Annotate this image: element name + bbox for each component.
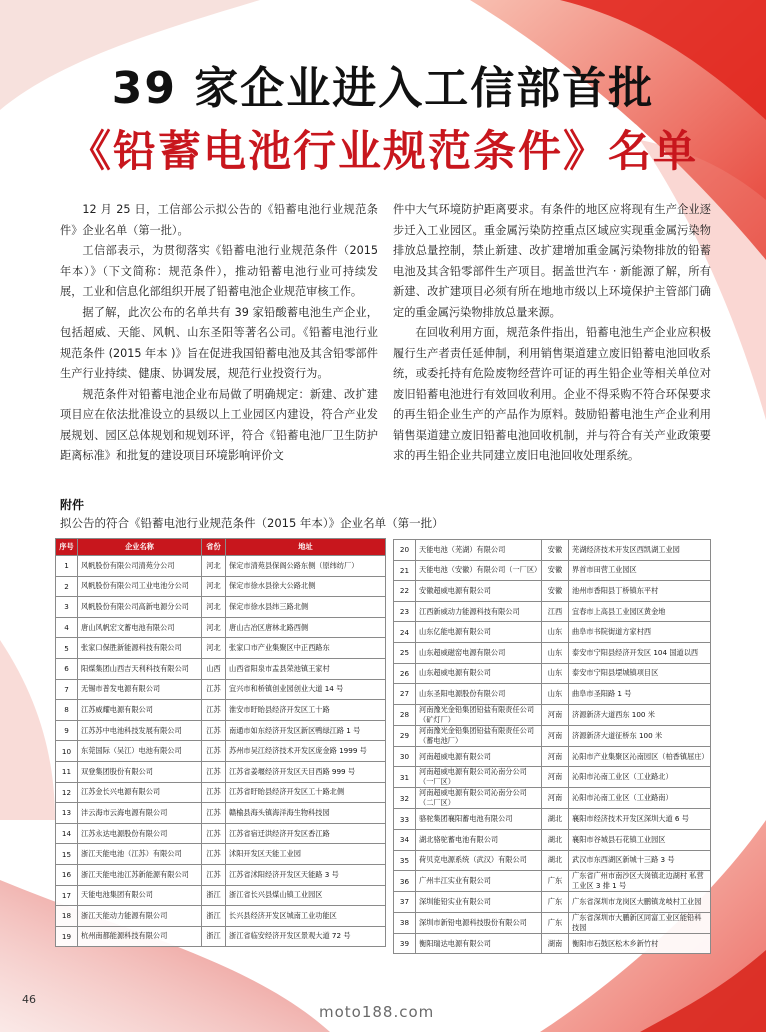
cell-number: 24 [394,622,416,643]
table-row [56,597,386,618]
cell-province: 广东 [542,912,569,933]
cell-province: 河北 [202,597,226,618]
article-paragraph: 12 月 25 日，工信部公示拟公告的《铅蓄电池行业规范条件》企业名单（第一批）。 [60,203,378,237]
page-number: 46 [22,993,36,1006]
enterprise-table-left [55,538,386,947]
table-row [394,829,711,850]
cell-address: 保定市徐水县徐大公路北侧 [226,576,386,597]
table-row [56,803,386,824]
cell-address: 池州市香阳县丁桥镇东平村 [569,581,711,602]
cell-company: 河南豫光金铅集团铅盐有限责任公司（矿灯厂） [416,704,542,725]
cell-address: 曲阜市圣阳路 1 号 [569,684,711,705]
cell-company: 广州丰江实业有限公司 [416,871,542,892]
article-paragraph: 件中大气环境防护距离要求。有条件的地区应将现有生产企业逐步迁入工业园区。重金属污染防控重点区域应实现重金属污染物排放总量控制，禁止新建、改扩建增加重金属污染物排放的铅蓄电池及其含铅零部件生产项目。据盖世汽车 · 新能源了解，所有新建、改扩建项目必须有所在地地市级以上环境保护主管部门确定的重金属污染物排放总量来源。 [393,203,711,319]
table-row [394,642,711,663]
cell-address: 江苏省姜堰经济开发区天目西路 999 号 [226,761,386,782]
cell-number: 3 [56,597,78,618]
cell-province: 江西 [542,601,569,622]
table-row [56,638,386,659]
cell-company: 荷贝克电源系统（武汉）有限公司 [416,850,542,871]
cell-company: 风帆股份有限公司工业电池分公司 [78,576,202,597]
cell-number: 23 [394,601,416,622]
cell-province: 河北 [202,617,226,638]
cell-province: 江苏 [202,823,226,844]
cell-company: 天能电池（芜湖）有限公司 [416,540,542,561]
cell-number: 36 [394,871,416,892]
cell-address: 浙江省临安经济开发区景观大道 72 号 [226,926,386,947]
cell-number: 21 [394,560,416,581]
cell-address: 宜春市上高县工业园区黄金地 [569,601,711,622]
table-row [56,761,386,782]
cell-number: 22 [394,581,416,602]
cell-number: 11 [56,761,78,782]
cell-number: 28 [394,704,416,725]
cell-number: 13 [56,803,78,824]
cell-company: 江苏金长兴电源有限公司 [78,782,202,803]
cell-province: 山西 [202,658,226,679]
cell-address: 南通市如东经济开发区新区鸭绿江路 1 号 [226,720,386,741]
cell-province: 山东 [542,622,569,643]
cell-address: 芜湖经济技术开发区西凯湖工业园 [569,540,711,561]
cell-address: 江苏省盱眙县经济开发区工十路北侧 [226,782,386,803]
cell-province: 湖北 [542,850,569,871]
cell-address: 广东省广州市南沙区大岗镇北边湖村 私营工业区 3 排 1 号 [569,871,711,892]
cell-company: 东莞国际（吴江）电池有限公司 [78,741,202,762]
cell-number: 16 [56,864,78,885]
cell-number: 1 [56,556,78,577]
cell-address: 广东省深圳市龙岗区大鹏镇龙岐村工业园 [569,892,711,913]
cell-address: 张家口市产业集聚区中正西路东 [226,638,386,659]
cell-company: 江苏苏中电池科技发展有限公司 [78,720,202,741]
enterprise-table-right [393,539,711,954]
cell-number: 32 [394,788,416,809]
cell-address: 襄阳市谷城县石花镇工业园区 [569,829,711,850]
cell-company: 深圳能铅实业有限公司 [416,892,542,913]
cell-province: 河南 [542,725,569,746]
cell-number: 31 [394,767,416,788]
headline-line-1: 39 家企业进入工信部首批 [111,63,655,114]
cell-province: 湖北 [542,809,569,830]
cell-number: 38 [394,912,416,933]
cell-address: 浙江省长兴县煤山镇工业园区 [226,885,386,906]
table-row [56,844,386,865]
table-row [394,933,711,954]
cell-company: 浙江天能电池江苏新能源有限公司 [78,864,202,885]
cell-number: 7 [56,679,78,700]
cell-company: 河南超威电源有限公司沁南分公司（二厂区） [416,788,542,809]
cell-address: 泰安市宁阳县经济开发区 104 国道以西 [569,642,711,663]
table-row [394,746,711,767]
cell-number: 33 [394,809,416,830]
table-row [394,767,711,788]
cell-company: 浙江天能电池（江苏）有限公司 [78,844,202,865]
cell-number: 20 [394,540,416,561]
cell-province: 江苏 [202,803,226,824]
cell-address: 苏州市吴江经济技术开发区庞金路 1999 号 [226,741,386,762]
cell-address: 沁阳市产业集聚区沁南园区（柏香镇屈庄） [569,746,711,767]
cell-address: 曲阜市书院街道方家村西 [569,622,711,643]
cell-number: 25 [394,642,416,663]
cell-province: 山东 [542,642,569,663]
table-row [394,581,711,602]
cell-address: 赣榆县海头镇海洋海生物科技园 [226,803,386,824]
cell-number: 18 [56,906,78,927]
cell-company: 浙江天能动力能源有限公司 [78,906,202,927]
cell-province: 江苏 [202,720,226,741]
article-paragraph: 工信部表示，为贯彻落实《铅蓄电池行业规范条件（2015 年本）》（下文简称：规范条件），推动铅蓄电池行业可持续发展，工业和信息化部组织开展了铅蓄电池企业规范审核工作。 [60,244,378,298]
table-row [394,871,711,892]
table-row [394,788,711,809]
cell-address: 江苏省宿迁洪经济开发区香江路 [226,823,386,844]
cell-province: 湖北 [542,829,569,850]
table-row [56,617,386,638]
table-row [394,622,711,643]
cell-address: 济源新济大道西东 100 米 [569,704,711,725]
table-row [394,684,711,705]
cell-province: 安徽 [542,560,569,581]
table-row [56,885,386,906]
cell-province: 安徽 [542,581,569,602]
cell-province: 江苏 [202,700,226,721]
header-province: 省份 [202,539,226,556]
cell-number: 5 [56,638,78,659]
cell-province: 河北 [202,576,226,597]
table-row [56,720,386,741]
table-row [56,679,386,700]
table-row [56,556,386,577]
cell-company: 杭州南都能源科技有限公司 [78,926,202,947]
header-address: 地址 [226,539,386,556]
cell-number: 2 [56,576,78,597]
cell-number: 37 [394,892,416,913]
cell-province: 江苏 [202,782,226,803]
table-row [394,704,711,725]
cell-number: 39 [394,933,416,954]
table-row [56,823,386,844]
cell-address: 沁阳市沁南工业区（工业路北） [569,767,711,788]
table-row [394,560,711,581]
cell-address: 沁阳市沁南工业区（工业路南） [569,788,711,809]
cell-company: 风帆股份有限公司高新电源分公司 [78,597,202,618]
table-row [56,906,386,927]
cell-number: 30 [394,746,416,767]
cell-address: 保定市徐水县纬三路北侧 [226,597,386,618]
cell-company: 风帆股份有限公司清苑分公司 [78,556,202,577]
table-row [394,601,711,622]
cell-company: 骆驼集团襄阳蓄电池有限公司 [416,809,542,830]
cell-company: 山东圣阳电源股份有限公司 [416,684,542,705]
cell-province: 河南 [542,746,569,767]
table-row [394,912,711,933]
table-row [394,540,711,561]
watermark: moto188.com [319,1003,435,1021]
cell-company: 天能电池（安徽）有限公司（一厂区） [416,560,542,581]
cell-company: 衡阳瑞达电源有限公司 [416,933,542,954]
cell-province: 湖南 [542,933,569,954]
cell-number: 6 [56,658,78,679]
cell-province: 河北 [202,638,226,659]
cell-number: 14 [56,823,78,844]
table-row [56,700,386,721]
cell-number: 19 [56,926,78,947]
table-row [394,725,711,746]
cell-address: 长兴县经济开发区城南工业功能区 [226,906,386,927]
cell-number: 15 [56,844,78,865]
table-row [56,741,386,762]
cell-number: 9 [56,720,78,741]
cell-number: 8 [56,700,78,721]
cell-province: 河南 [542,704,569,725]
cell-company: 湖北骆驼蓄电池有限公司 [416,829,542,850]
cell-company: 山东超威电源有限公司 [416,663,542,684]
cell-address: 广东省深圳市大鹏新区同富工业区能铅科技园 [569,912,711,933]
article-paragraph: 据了解，此次公布的名单共有 39 家铅酸蓄电池生产企业，包括超威、天能、风帆、山东圣阳等著名公司。《铅蓄电池行业规范条件 (2015 年本 )》旨在促进我国铅蓄电池及其含铅零部件生产行业持续、健康、协调发展，规范行业投资行为。 [60,305,378,380]
cell-address: 宜兴市和桥镇创业园创业大道 14 号 [226,679,386,700]
cell-address: 山西省阳泉市盂县荣池镇王家村 [226,658,386,679]
cell-address: 衡阳市石鼓区松木乡新竹村 [569,933,711,954]
cell-company: 山东亿能电源有限公司 [416,622,542,643]
cell-province: 江苏 [202,761,226,782]
cell-number: 29 [394,725,416,746]
cell-province: 山东 [542,663,569,684]
cell-province: 江苏 [202,741,226,762]
header-company: 企业名称 [78,539,202,556]
cell-number: 10 [56,741,78,762]
cell-company: 张家口保胜新能源科技有限公司 [78,638,202,659]
cell-company: 河南超威电源有限公司沁南分公司（一厂区） [416,767,542,788]
table-row [56,926,386,947]
cell-company: 江苏威耀电源有限公司 [78,700,202,721]
cell-province: 浙江 [202,926,226,947]
article-left-column [60,200,378,467]
cell-province: 河北 [202,556,226,577]
cell-province: 广东 [542,892,569,913]
cell-number: 34 [394,829,416,850]
table-row [394,663,711,684]
cell-company: 山东超威磁窑电源有限公司 [416,642,542,663]
cell-address: 沭阳开发区天能工业园 [226,844,386,865]
cell-address: 江苏省沭阳经济开发区天能路 3 号 [226,864,386,885]
cell-province: 浙江 [202,885,226,906]
article-paragraph: 规范条件对铅蓄电池企业布局做了明确规定：新建、改扩建项目应在依法批准设立的县级以上工业园区内建设，符合产业发展规划、园区总体规划和规划环评，符合《铅蓄电池厂卫生防护距离标准》和批复的建设项目环境影响评价文 [60,387,378,462]
cell-number: 35 [394,850,416,871]
cell-address: 泰安市宁阳县堽城镇项目区 [569,663,711,684]
cell-province: 江苏 [202,864,226,885]
cell-address: 唐山古冶区唐林北路西侧 [226,617,386,638]
attachment-label: 附件 [60,498,85,512]
article-right-column [393,200,711,467]
table-row [56,864,386,885]
header-number: 序号 [56,539,78,556]
cell-company: 天能电池集团有限公司 [78,885,202,906]
cell-address: 界首市田营工业园区 [569,560,711,581]
cell-province: 江苏 [202,679,226,700]
table-row [394,892,711,913]
cell-address: 襄阳市经济技术开发区深圳大道 6 号 [569,809,711,830]
table-header-row [56,539,386,556]
cell-number: 4 [56,617,78,638]
cell-company: 河南豫光金铅集团铅盐有限责任公司（蓄电池厂） [416,725,542,746]
cell-company: 唐山风帆宏文蓄电池有限公司 [78,617,202,638]
table-row [56,658,386,679]
cell-province: 广东 [542,871,569,892]
cell-number: 12 [56,782,78,803]
cell-company: 安徽超威电源有限公司 [416,581,542,602]
article-paragraph: 在回收利用方面，规范条件指出，铅蓄电池生产企业应积极履行生产者责任延伸制，利用销售渠道建立废旧铅蓄电池回收系统，或委托持有危险废物经营许可证的再生铅企业等相关单位对废旧铅蓄电池进行有效回收利用。企业不得采购不符合环保要求的再生铅企业生产的产品作为原料。鼓励铅蓄电池生产企业利用销售渠道建立废旧铅蓄电池回收机制，并与符合有关产业政策要求的再生铅企业共同建立废旧电池回收处理系统。 [393,326,711,462]
cell-address: 淮安市盱眙县经济开发区工十路 [226,700,386,721]
cell-province: 安徽 [542,540,569,561]
cell-number: 17 [56,885,78,906]
cell-province: 浙江 [202,906,226,927]
cell-company: 沣云海市云海电源有限公司 [78,803,202,824]
cell-company: 深圳市新铅电源科技股份有限公司 [416,912,542,933]
cell-company: 阳煤集团山西吉天利科技有限公司 [78,658,202,679]
cell-address: 济源新济大道征桥东 100 米 [569,725,711,746]
cell-company: 江西新威动力能源科技有限公司 [416,601,542,622]
cell-province: 江苏 [202,844,226,865]
table-row [56,782,386,803]
attachment-title: 拟公告的符合《铅蓄电池行业规范条件（2015 年本）》企业名单（第一批） [60,516,444,530]
table-row [394,809,711,830]
cell-address: 保定市清苑县保阁公路东侧（原纬纺厂） [226,556,386,577]
table-row [56,576,386,597]
cell-number: 26 [394,663,416,684]
cell-company: 无锡市普发电源有限公司 [78,679,202,700]
cell-address: 武汉市东西湖区新城十三路 3 号 [569,850,711,871]
headline-line-2: 《铅蓄电池行业规范条件》名单 [68,127,698,177]
cell-number: 27 [394,684,416,705]
cell-company: 双登集团股份有限公司 [78,761,202,782]
cell-province: 河南 [542,767,569,788]
cell-company: 河南超威电源有限公司 [416,746,542,767]
table-row [394,850,711,871]
cell-company: 江苏永达电源股份有限公司 [78,823,202,844]
cell-province: 河南 [542,788,569,809]
cell-province: 山东 [542,684,569,705]
